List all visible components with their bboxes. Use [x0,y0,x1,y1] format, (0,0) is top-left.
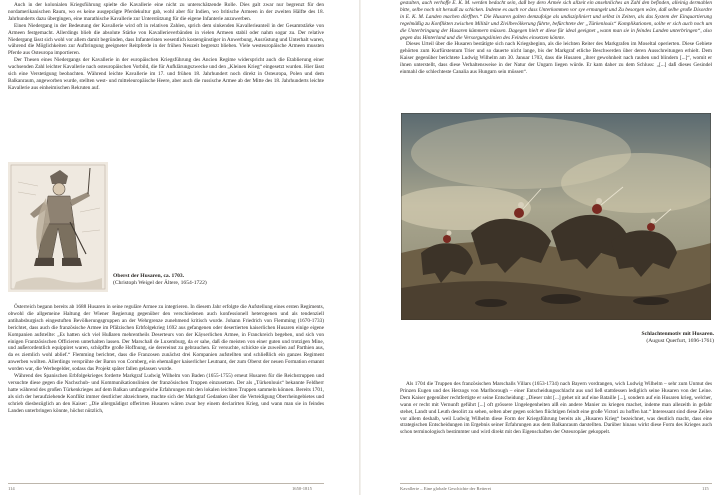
page-number: 114 [8,486,15,491]
running-footer: 1650-1815 [292,486,312,491]
footer-rule [400,483,712,484]
paragraph: Auch in der kolonialen Kriegsführung spielte die Kavallerie eine nicht zu unterschätzende Rolle. Dies galt zwar nur begrenzt für den nordamerikanischen Raum, wo es keine ausgeprägte Pferdekultur gab, wohl aber für Indien, wo britische Armeen in der zweiten Hälfte des 18. Jahrhunderts dazu übergingen, eine marathische Kavallerie zur Unterstützung für die eigene Infanterie anzuwerben. [8,2,324,22]
caption-credit: (August Querfurt, 1696-1761) [646,338,714,344]
hussar-colonel-engraving [8,162,108,292]
caption-credit: (Christoph Weigel der Ältere, 1654-1722) [113,280,207,286]
engraving-image [8,162,108,292]
page-number: 115 [702,486,709,491]
right-top-text [400,0,712,76]
right-bottom-text [400,381,712,436]
painting-image [401,113,711,320]
caption-title: Oberst der Husaren, ca. 1703. [113,273,185,279]
paragraph: Österreich begann bereits ab 1688 Husaren in seine reguläre Armee zu integrieren. In diesem Jahr erfolgte die Aufstellung eines ersten Regiments, obwohl die allgemeine Haltung der Wiener Regierung gegenüber den verschiedenen auch konfessionell heterogenen und als tendenziell antihabsburgisch eingestuften Bevölkerungsgruppen an der Wehrgrenze zunehmend kritisch wurde. Johann Friedrich von Flemming (1670-1733) berichtet, dass auch die französische Armee im Pfälzischen Erbfolgekrieg 1692 aus gefangenen oder desertierten kaiserlichen Husaren einige eigene Kompanien aufstellte: „Es hatten sich viel Hußaren mehrentheils Deserteurs von der Käyserlichen Armee, in Franckreich begeben, und sich von einigen Frantzösischen Officieren unterhalten lassen. Der Marschall de Luxemburg, da er sahe, daß die meisten von einer guten und trotzigen Mine, und außerordentlich equippiret waren, schöpffte große Hoffnung, sie derereinst zu gebrauchen. Er versuchte, schickte sie zuweilen auf Parthien aus, da es ziemlich wohl ablief.“ Flemming berichtet, dass die Franzosen zunächst drei Kompanien aufstellten und schließlich ein ganzes Regiment anwerben wollten. Allerdings versprühte der Baron von Cornberg, ein ehemaliger kaiserlicher Leutnant, der zum Oberst der neuen Formation ernannt worden war, die Werbegelder, sodass das Projekt später fallen gelassen wurde. [8,304,324,373]
paragraph: Einen Niedergang in der Bedeutung der Kavallerie wird oft in relativen Zahlen, sprich dem sinkenden Kavallerieanteil in der Gesamtstärke von Armeen festgemacht. Allerdings blieb die absolute Stärke von Kavallerieverbänden in vielen Armeen stabil oder nahm sogar zu. Der relative Niedergang lässt sich wohl vor allem damit begründen, dass Infanteristen wesentlich kostengünstiger in Anwerbung, Ausrüstung und Unterhalt waren, während die Möglichkeiten zur Aufbringung geeigneter Reitpferde in der frühen Neuzeit begrenzt blieben. Viele westeuropäische Armeen mussten Pferde aus Osteuropa importieren. [8,22,325,57]
caption-title: Schlachtenmotiv mit Husaren. [641,331,714,337]
paragraph: Der Thesen eines Niedergangs der Kavallerie in der europäischen Kriegsführung des Ancien Regime widerspricht auch die Etablierung einer wachsenden Zahl leichter Kavallerie nach osteuropäischen Vorbild, die für Aufklärungszwecke und den „Kleinen Krieg“ eingesetzt wurden. Hier lässt sich eine Verstetigung beobachten. Während leichte Kavallerie im 17. und frühen 18. Jahrhundert noch direkt in Osteuropa, Polen und dem Balkanraum, angeworben wurde, stellten west- und mitteleuropäische Heere, aber auch die russische Armee ab der Mitte des 18. Jahrhunderts leichte Kavallerie aus einheimischen Rekruten auf. [8,57,324,91]
running-footer: Kavallerie – Eine globale Geschichte der Reiterei [400,486,492,491]
left-bottom-text [8,304,324,415]
right-page [360,0,720,495]
paragraph: gestalten, auch verhoffe E. K. M. werden bedacht sein, daß bey dero Armée sich allzeit ein ansehnliches an Zahl den befinden, alleinig dermahlen bitte, selbe noch nit herauß zu schicken. Indeme es auch vor dass Unterkommen vor sye ermangelt und Zu besorgen wäre, daß selbe große Disordre in E. K. M. Landen machen dörfften.“ Die Husaren galten demzufolge als undiszipliniert und selbst in Zeiten, als das System der Einquartierung regelmäßig zu Konflikten zwischen Militär und Zivilbevölkerung führte, befürchtete der „Türkenlouis“ Komplikationen, sollte er sich auch noch um die Unterbringung der Husaren kümmern müssen. Dagegen hielt er diese für ideal geeignet „wann man sie in feindes Landen unterbringen“, also gegen das Hinterland und die Versorgungslinien des Feindes einsetzen könnte. [400,0,712,41]
footer-rule [8,483,324,484]
figure-caption [113,273,313,287]
figure-caption [574,331,714,345]
left-top-text [8,2,324,92]
paragraph: Dieses Urteil über die Husaren bestätigte sich nach Kriegsbeginn, als die leichten Reiter des Markgrafen im Moseltal operierten. Diese Gebiete gehörten zum Kurfürstentum Trier und so dauerte nicht lange, bis der Markgraf etliche Beschwerden über deren Ausschreitungen erhielt. Dem Kaiser gegenüber berichtete Ludwig Wilhelm am 30. Januar 1703, dass die Husaren „ihrer gewohnheit nach rauben und blindern [...]“, womit er ihnen unterstellt, dass diese Verhaltensweise in der Natur der Ungarn liegen würde. Er kam daher zu dem Schluss: „[...] daß dieses Gesindel einmahl die schlechteste Canalia aus Hungarn sein müssen“. [400,41,712,76]
battle-scene-painting [401,113,711,320]
paragraph: Während des Spanischen Erbfolgekrieges forderte Markgraf Ludwig Wilhelm von Baden (1655-1755) erneut Husaren für die Reichstruppen und versuchte diese gegen die Nachschub- und Kommunikationslinien der französischen Truppen einzusetzen. Der als „Türkenlouis“ bekannte Feldherr hatte während des großen Türkenkrieges auf dem Balkan umfangreiche Erfahrungen mit den lokalen leichten Truppen sammeln können. Bereits 1701, als sich der heraufziehende Konflikt immer deutlicher abzeichnete, machte sich der Markgraf Gedanken über die Verteidigung Oberrheingebietes und schrieb diesbezüglich an den Kaiser: „Die allergnädigst offerirten Husaren wären zwar bey einem declarirten Krieg, und wann man sie in feindes Landen unterbringen könnte, höchst nützlich, [8,373,324,414]
paragraph: Als 1704 die Truppen des französischen Marschalls Villars (1653-1734) nach Bayern vordrangen, wich Ludwig Wilhelm – sehr zum Unmut des Prinzen Eugen und des Herzogs von Marlborough – einer Entscheidungsschlacht aus und ließ stattdessen lediglich seine Husaren von der Leine. Dem Kaiser gegenüber rechtfertigte er seine Entscheidung: „Dieser raht [...] gehet nit auf eine Bataille [...], sondern auf ein Husaren krieg, welcher, wann er recht mit Vernunft geführt [...] oft grössere Ungelegenheiten alß ein andere Manier zu kriegen machet, indeme man allezeith in gefahr stehet, Landt und Leuth desolirt zu sehen, selten aber gegen solchen flüchtigen feindt eine große Victori zu hoffen hat.“ Interessant sind diese Zeilen vor allem deshalb, weil Ludwig Wilhelm diese Form der Kriegsführung bereits als „Husaren Krieg“ bezeichnet, was deutlich macht, dass eine strategischen Entscheidungen im Ergebnis seiner Erfahrungen aus dem Balkanraum darstellten. Darüber hinaus wirkt diese Form des Krieges auch schon terminologisch bestimmter und wird direkt mit den Eigenschaften der Osteuropäer gekoppelt. [400,381,712,436]
